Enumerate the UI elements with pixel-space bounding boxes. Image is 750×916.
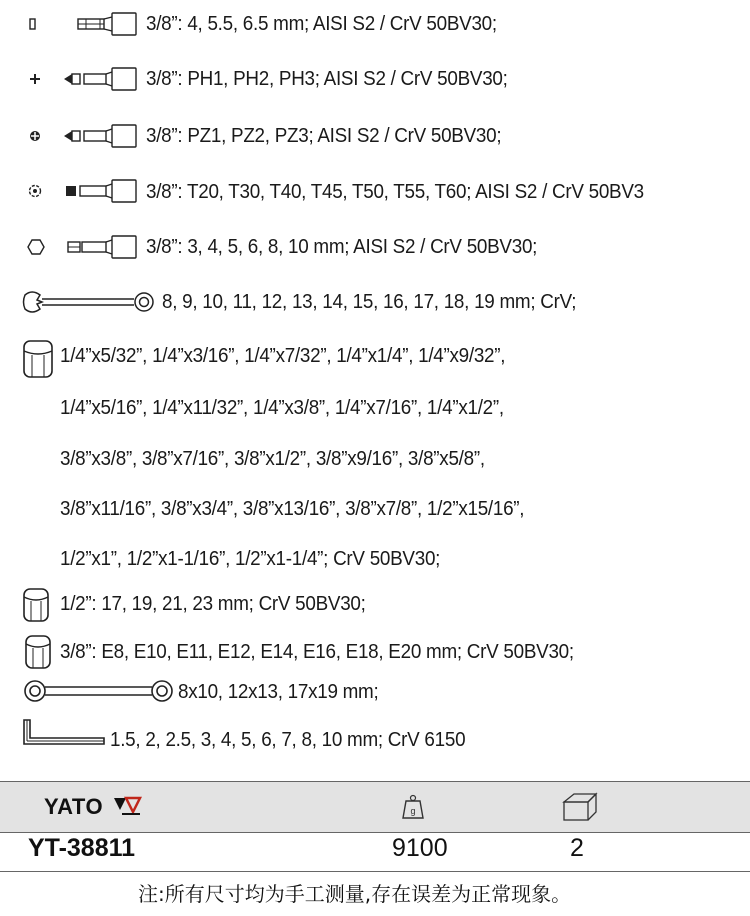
brand-mark-icon [112, 796, 142, 816]
item-text: 1/4”x5/32”, 1/4”x3/16”, 1/4”x7/32”, 1/4”x1/4”, 1/4”x9/32”, [60, 344, 506, 367]
phillips-bit-icon [28, 66, 140, 92]
item-text: 3/8”: T20, T30, T40, T45, T50, T55, T60; AISI S2 / CrV 50BV3 [146, 180, 644, 203]
item-text: 1/2”: 17, 19, 21, 23 mm; CrV 50BV30; [60, 592, 366, 615]
item-text: 1/2”x1”, 1/2”x1-1/16”, 1/2”x1-1/4”; CrV 50BV30; [60, 547, 441, 570]
item-text: 3/8”: E8, E10, E11, E12, E14, E16, E18, E20 mm; CrV 50BV30; [60, 640, 574, 663]
item-text: 3/8”: PZ1, PZ2, PZ3; AISI S2 / CrV 50BV30; [146, 124, 502, 147]
brand-logo [44, 794, 142, 820]
hex-key-icon [20, 718, 106, 748]
hex-bit-icon [24, 234, 140, 260]
slotted-bit-icon [28, 11, 140, 37]
ring-wrench-icon [22, 678, 176, 704]
weight-value: 9100 [392, 834, 448, 862]
divider [0, 871, 750, 872]
item-text: 3/8”: 4, 5.5, 6.5 mm; AISI S2 / CrV 50BV30; [146, 12, 497, 35]
weight-icon [402, 794, 424, 820]
box-icon [562, 792, 598, 822]
combination-wrench-icon [22, 289, 158, 315]
measurement-note: 注:所有尺寸均为手工测量,存在误差为正常现象。 [138, 882, 572, 906]
footer-bar [0, 781, 750, 833]
e-torx-socket-icon [24, 634, 54, 670]
brand-name: YATO [44, 794, 104, 819]
torx-bit-icon [28, 178, 140, 204]
item-text: 8, 9, 10, 11, 12, 13, 14, 15, 16, 17, 18, 19 mm; CrV; [162, 290, 577, 313]
item-text: 8x10, 12x13, 17x19 mm; [178, 680, 379, 703]
quantity-value: 2 [570, 834, 584, 862]
item-text: 3/8”x11/16”, 3/8”x3/4”, 3/8”x13/16”, 3/8”x7/8”, 1/2”x15/16”, [60, 497, 525, 520]
socket-icon [22, 339, 56, 379]
item-text: 1.5, 2, 2.5, 3, 4, 5, 6, 7, 8, 10 mm; CrV 6150 [110, 728, 466, 751]
pozidriv-bit-icon [28, 123, 140, 149]
metric-socket-icon [22, 587, 52, 623]
item-text: 3/8”: 3, 4, 5, 6, 8, 10 mm; AISI S2 / CrV 50BV30; [146, 235, 538, 258]
model-number: YT-38811 [28, 834, 136, 862]
svg-text:g: g [410, 806, 416, 816]
item-text: 1/4”x5/16”, 1/4”x11/32”, 1/4”x3/8”, 1/4”x7/16”, 1/4”x1/2”, [60, 396, 504, 419]
item-text: 3/8”x3/8”, 3/8”x7/16”, 3/8”x1/2”, 3/8”x9/16”, 3/8”x5/8”, [60, 447, 485, 470]
item-text: 3/8”: PH1, PH2, PH3; AISI S2 / CrV 50BV30; [146, 67, 508, 90]
